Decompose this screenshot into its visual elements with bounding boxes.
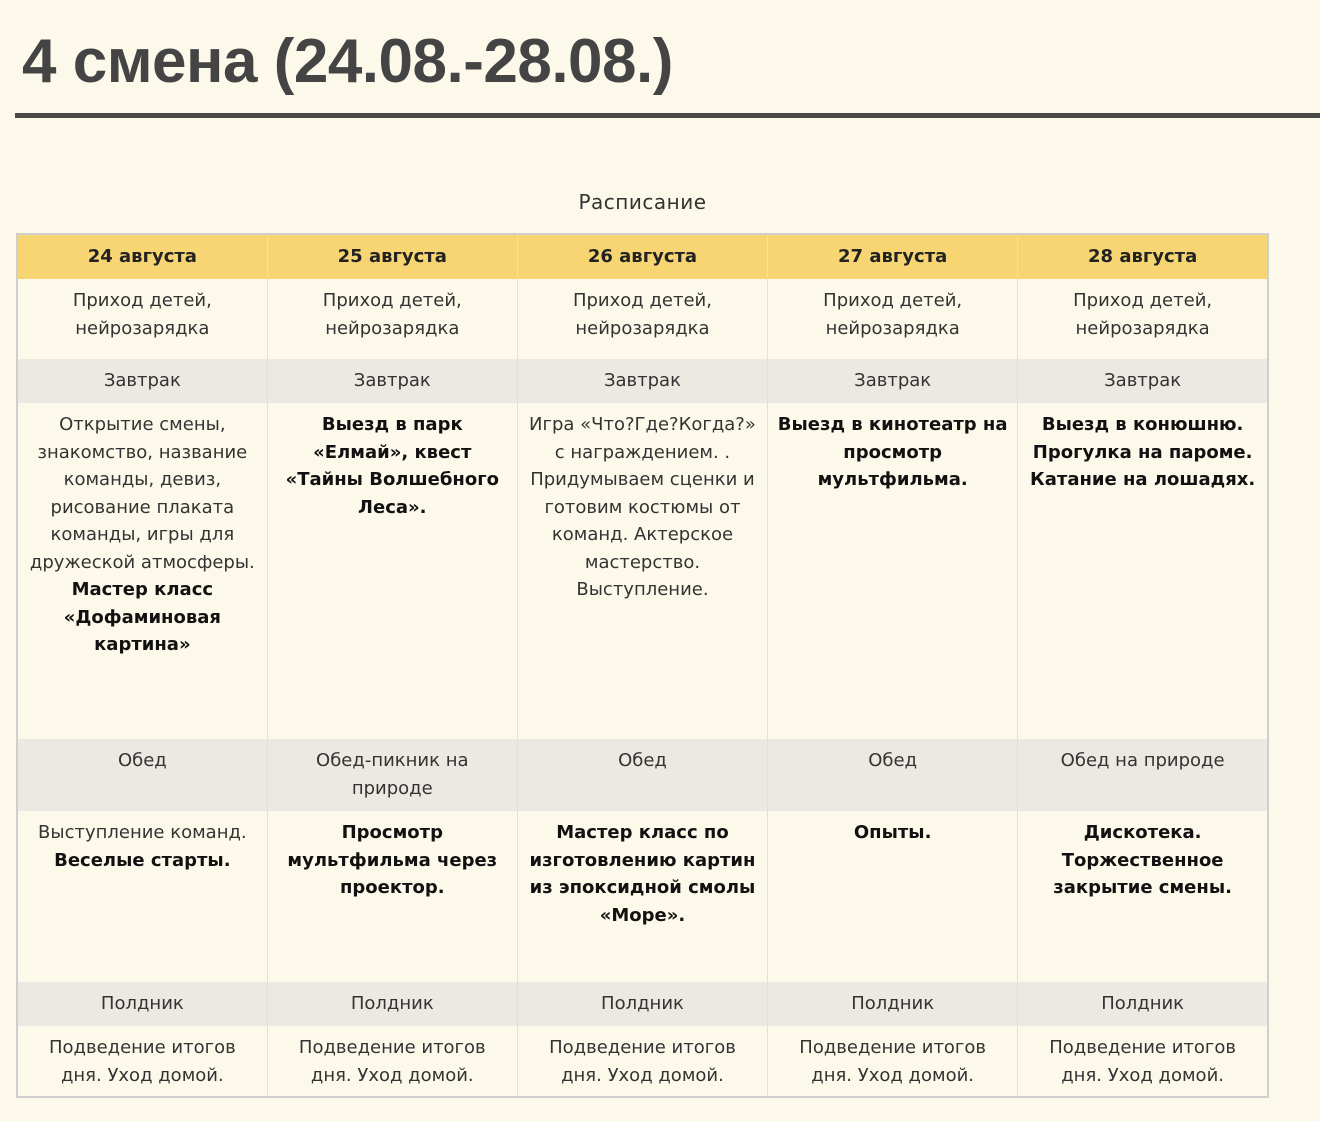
cell-text-bold: Дискотека. Торжественное закрытие смены. (1053, 822, 1232, 898)
cell-text: Приход детей, нейрозарядка (322, 290, 462, 339)
schedule-cell (768, 403, 1018, 739)
schedule-cell (517, 1026, 767, 1097)
schedule-cell (768, 359, 1018, 403)
meal-row (17, 359, 1268, 403)
schedule-cell (517, 811, 767, 982)
schedule-cell (1018, 811, 1268, 982)
cell-text: Приход детей, нейрозарядка (1073, 290, 1213, 339)
cell-text: Выступление команд. (38, 822, 247, 843)
cell-text-bold: Опыты. (853, 822, 932, 843)
cell-text: Открытие смены, знакомство, название команды, девиз, рисование плаката команды, игры для дружеской атмосферы. (29, 414, 255, 573)
meal-row (17, 982, 1268, 1026)
cell-text-bold: Просмотр мультфильма через проектор. (287, 822, 498, 898)
activity-row (17, 279, 1268, 359)
schedule-cell (1018, 359, 1268, 403)
cell-text-bold: Веселые старты. (54, 849, 231, 871)
activity-row (17, 1026, 1268, 1097)
schedule-cell (768, 811, 1018, 982)
cell-text: Обед-пикник на природе (316, 750, 469, 799)
cell-text: Подведение итогов дня. Уход домой. (549, 1037, 736, 1086)
schedule-cell (768, 279, 1018, 359)
schedule-body (17, 279, 1268, 1097)
schedule-cell (1018, 739, 1268, 811)
cell-text: Завтрак (603, 370, 681, 392)
cell-text: Игра «Что?Где?Когда?» с награждением. . Придумываем сценки и готовим костюмы от команд. Актерское мастерство. Выступление. (529, 414, 756, 600)
schedule-cell (517, 359, 767, 403)
cell-text: Подведение итогов дня. Уход домой. (1049, 1037, 1236, 1086)
cell-text: Обед (618, 750, 667, 771)
cell-text-bold: Выезд в кинотеатр на просмотр мультфильма. (777, 414, 1008, 490)
cell-text: Приход детей, нейрозарядка (823, 290, 963, 339)
schedule-cell (768, 1026, 1018, 1097)
cell-text: Приход детей, нейрозарядка (72, 290, 212, 339)
cell-text: Завтрак (854, 370, 932, 392)
schedule-cell (267, 279, 517, 359)
page-title: 4 смена (24.08.-28.08.) (22, 27, 673, 96)
schedule-cell (267, 403, 517, 739)
schedule-cell (1018, 1026, 1268, 1097)
schedule-cell (768, 739, 1018, 811)
schedule-cell (1018, 982, 1268, 1026)
cell-text: Полдник (1101, 993, 1185, 1015)
cell-text-bold: Мастер класс «Дофаминовая картина» (63, 579, 221, 655)
activity-row (17, 811, 1268, 982)
cell-text-bold: Мастер класс по изготовлению картин из эпоксидной смолы «Море». (529, 822, 756, 926)
schedule-cell (267, 811, 517, 982)
cell-text: Обед (117, 750, 167, 771)
day-header: 28 августа (1018, 234, 1268, 279)
schedule-cell (17, 739, 267, 811)
day-header: 27 августа (768, 234, 1018, 279)
schedule-cell (17, 359, 267, 403)
schedule-cell (17, 279, 267, 359)
cell-text-bold: Выезд в конюшню. Прогулка на пароме. Катание на лошадях. (1030, 414, 1256, 490)
schedule-cell (1018, 279, 1268, 359)
schedule-cell (267, 739, 517, 811)
schedule-cell (17, 1026, 267, 1097)
cell-text: Полдник (350, 993, 434, 1015)
schedule-cell (267, 982, 517, 1026)
cell-text: Обед на природе (1060, 750, 1225, 771)
schedule-cell (517, 982, 767, 1026)
day-header: 24 августа (17, 234, 267, 279)
cell-text: Полдник (100, 993, 184, 1015)
schedule-cell (17, 811, 267, 982)
schedule-cell (267, 359, 517, 403)
cell-text: Подведение итогов дня. Уход домой. (799, 1037, 987, 1086)
cell-text: Завтрак (353, 370, 431, 392)
meal-row (17, 739, 1268, 811)
schedule-cell (1018, 403, 1268, 739)
cell-text-bold: Выезд в парк «Елмай», квест «Тайны Волшебного Леса». (285, 414, 499, 518)
cell-text: Подведение итогов дня. Уход домой. (298, 1037, 486, 1086)
schedule-cell (17, 982, 267, 1026)
schedule-table (16, 233, 1269, 1098)
activity-row (17, 403, 1268, 739)
cell-text: Завтрак (103, 370, 181, 392)
cell-text: Полдник (601, 993, 684, 1015)
cell-text: Подведение итогов дня. Уход домой. (48, 1037, 236, 1086)
day-header: 25 августа (267, 234, 517, 279)
cell-text: Полдник (851, 993, 935, 1015)
schedule-cell (267, 1026, 517, 1097)
cell-text: Приход детей, нейрозарядка (572, 290, 712, 339)
cell-text: Завтрак (1104, 370, 1182, 392)
table-caption: Расписание (578, 190, 707, 214)
header-row (17, 234, 1268, 279)
cell-text: Обед (868, 750, 918, 771)
title-divider (15, 113, 1320, 118)
day-header: 26 августа (517, 234, 767, 279)
schedule-cell (517, 279, 767, 359)
schedule-cell (768, 982, 1018, 1026)
schedule-cell (517, 403, 767, 739)
schedule-cell (17, 403, 267, 739)
schedule-cell (517, 739, 767, 811)
